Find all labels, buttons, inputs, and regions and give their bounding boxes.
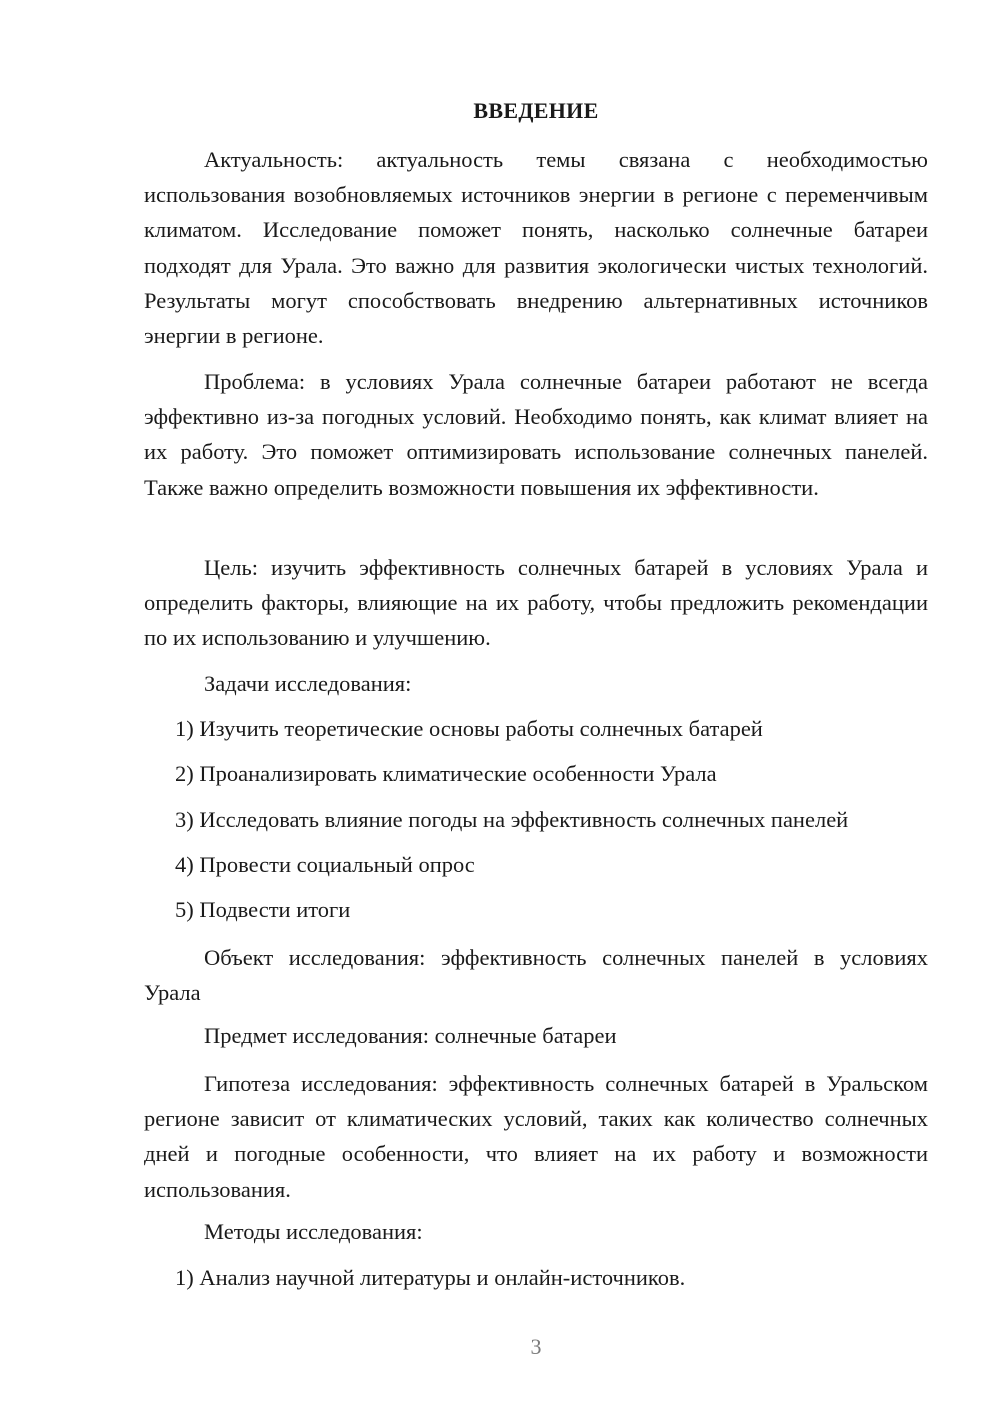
- page-number: 3: [530, 1334, 542, 1359]
- page-title: ВВЕДЕНИЕ: [473, 98, 599, 123]
- subject-paragraph: Предмет исследования: солнечные батареи: [204, 1023, 617, 1048]
- task-item: 2) Проанализировать климатические особенности Урала: [175, 761, 717, 786]
- method-item: 1) Анализ научной литературы и онлайн-источников.: [175, 1265, 686, 1290]
- hypothesis-paragraph: Гипотеза исследования: эффективность солнечных батарей в Уральском регионе зависит от климатических условий, таких как количество солнечных дней и погодные особенности, что влияет на их работу и возможности использования.: [144, 1071, 928, 1202]
- tasks-heading: Задачи исследования:: [204, 671, 412, 696]
- task-item: 5) Подвести итоги: [175, 897, 351, 922]
- methods-heading: Методы исследования:: [204, 1219, 423, 1244]
- goal-paragraph: Цель: изучить эффективность солнечных батарей в условиях Урала и определить факторы, влияющие на их работу, чтобы предложить рекомендации по их использованию и улучшению.: [144, 555, 928, 651]
- object-paragraph: Объект исследования: эффективность солнечных панелей в условиях Урала: [144, 945, 928, 1006]
- task-item: 3) Исследовать влияние погоды на эффективность солнечных панелей: [175, 807, 849, 832]
- problem-paragraph: Проблема: в условиях Урала солнечные батареи работают не всегда эффективно из-за погодных условий. Необходимо понять, как климат влияет на их работу. Это поможет оптимизировать использование солнечных панелей. Также важно определить возможности повышения их эффективности.: [144, 369, 928, 500]
- task-item: 1) Изучить теоретические основы работы солнечных батарей: [175, 716, 763, 741]
- task-item: 4) Провести социальный опрос: [175, 852, 475, 877]
- actuality-paragraph: Актуальность: актуальность темы связана с необходимостью использования возобновляемых источников энергии в регионе с переменчивым климатом. Исследование поможет понять, насколько солнечные батареи подходят для Урала. Это важно для развития экологически чистых технологий. Результаты могут способствовать внедрению альтернативных источников энергии в регионе.: [144, 147, 928, 349]
